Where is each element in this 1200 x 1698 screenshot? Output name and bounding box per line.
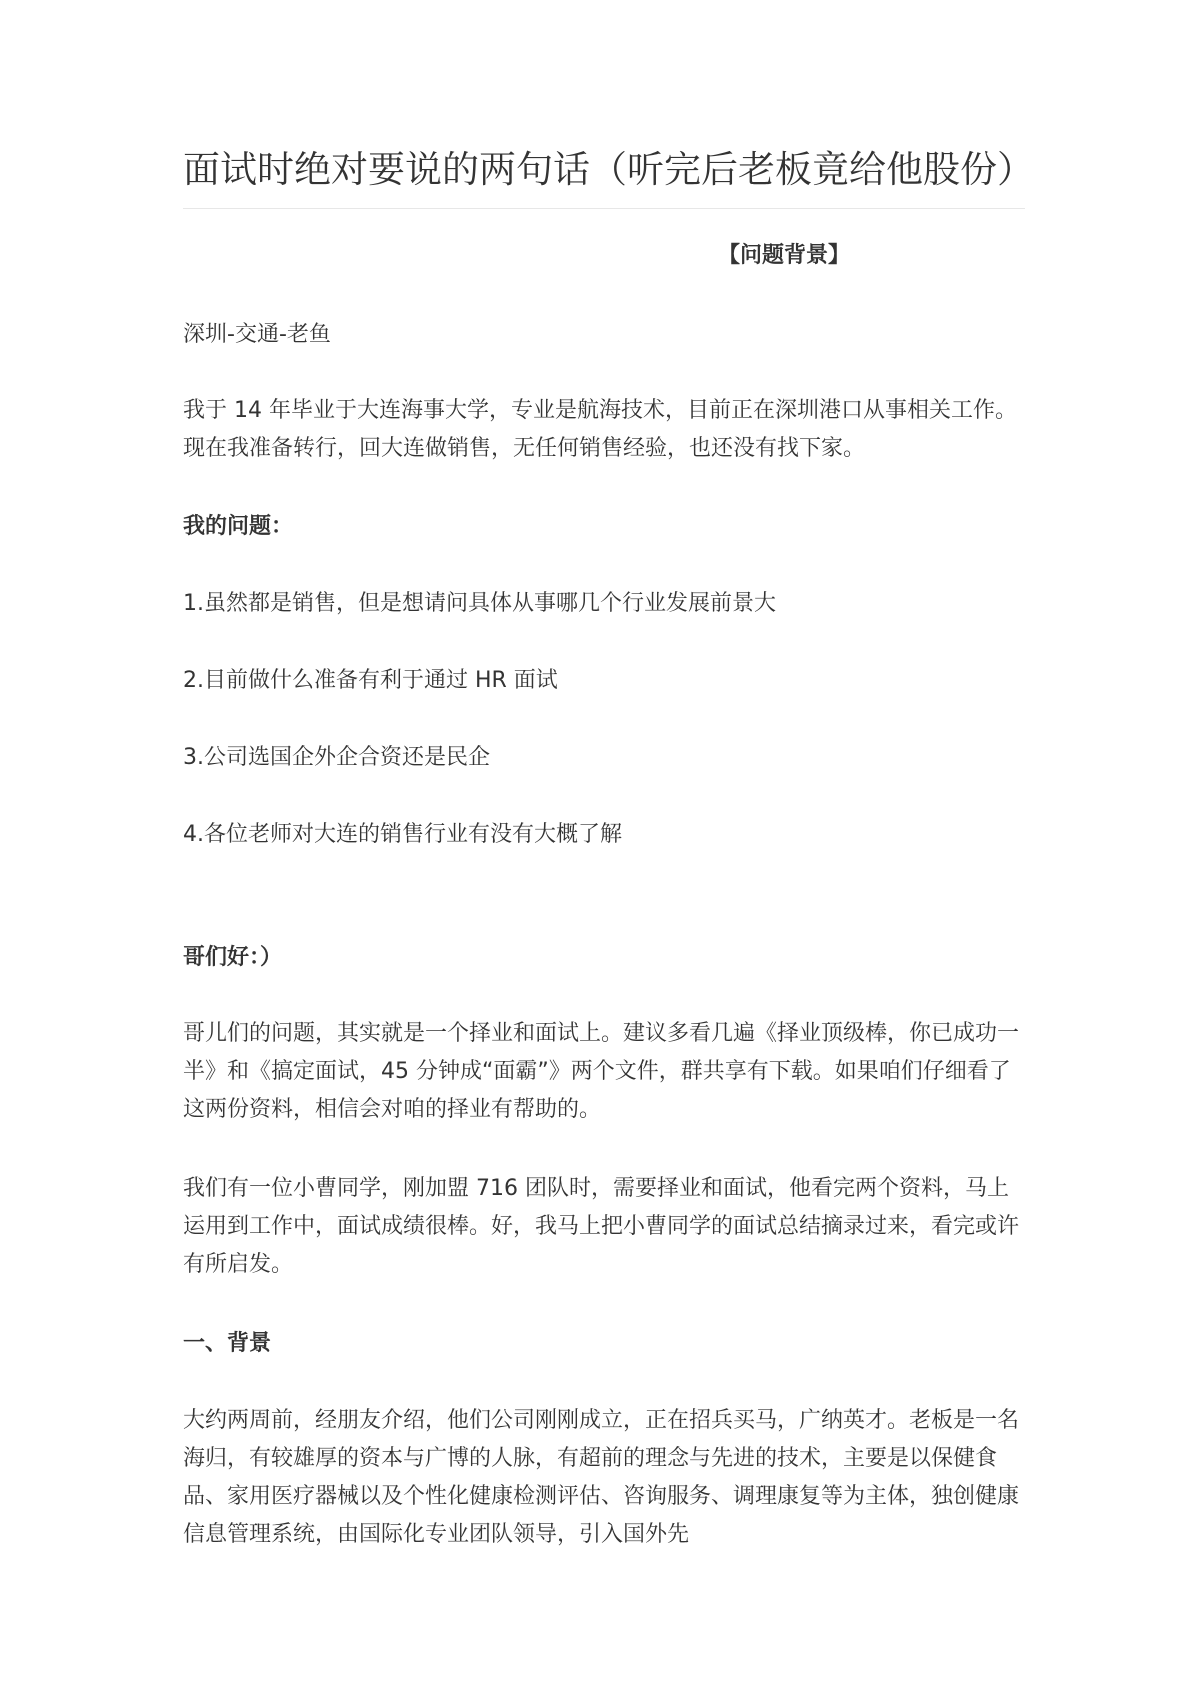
question-item-3: 3.公司选国企外企合资还是民企 xyxy=(183,745,490,770)
author-line: 深圳-交通-老鱼 xyxy=(183,322,331,347)
article-title: 面试时绝对要说的两句话（听完后老板竟给他股份） xyxy=(183,148,1034,191)
greeting: 哥们好：） xyxy=(183,945,283,970)
question-item-1: 1.虽然都是销售，但是想请问具体从事哪几个行业发展前景大 xyxy=(183,591,776,616)
reply-paragraph-1: 哥儿们的问题，其实就是一个择业和面试上。建议多看几遍《择业顶级棒，你已成功一半》和《搞定面试，45 分钟成“面霸”》两个文件，群共享有下载。如果咱们仔细看了这两份资料，相信会对咱的择业有帮助的。 xyxy=(183,1021,1020,1122)
questions-heading: 我的问题： xyxy=(183,514,294,539)
section-one-paragraph: 大约两周前，经朋友介绍，他们公司刚刚成立，正在招兵买马，广纳英才。老板是一名海归，有较雄厚的资本与广博的人脉，有超前的理念与先进的技术，主要是以保健食品、家用医疗器械以及个性化健康检测评估、咨询服务、调理康复等为主体，独创健康信息管理系统，由国际化专业团队领导，引入国外先 xyxy=(183,1408,1020,1547)
section-label-background: 【问题背景】 xyxy=(718,243,851,268)
reply-paragraph-2: 我们有一位小曹同学，刚加盟 716 团队时，需要择业和面试，他看完两个资料，马上运用到工作中，面试成绩很棒。好，我马上把小曹同学的面试总结摘录过来，看完或许有所启发。 xyxy=(183,1176,1020,1277)
question-item-2: 2.目前做什么准备有利于通过 HR 面试 xyxy=(183,668,558,693)
section-one-heading: 一、背景 xyxy=(183,1331,272,1356)
question-item-4: 4.各位老师对大连的销售行业有没有大概了解 xyxy=(183,822,622,847)
intro-paragraph: 我于 14 年毕业于大连海事大学，专业是航海技术，目前正在深圳港口从事相关工作。现在我准备转行，回大连做销售，无任何销售经验，也还没有找下家。 xyxy=(183,398,1017,461)
title-divider xyxy=(183,208,1025,209)
